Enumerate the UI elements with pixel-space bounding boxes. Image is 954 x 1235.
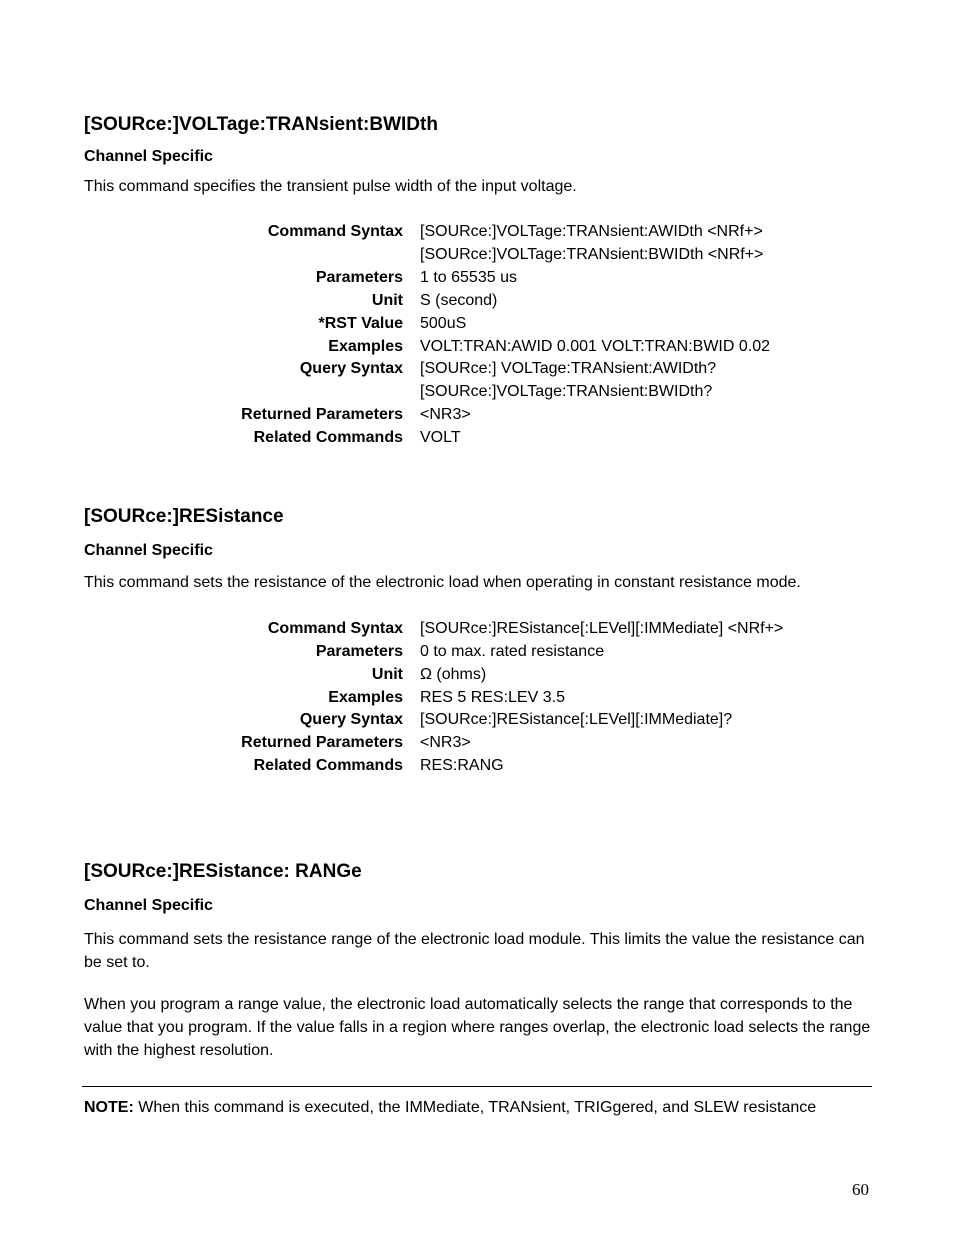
row-label: Returned Parameters — [241, 406, 403, 423]
row-value-secondary: [SOURce:]VOLTage:TRANsient:BWIDth <NRf+> — [420, 246, 764, 263]
row-value: RES 5 RES:LEV 3.5 — [420, 689, 565, 706]
row-label: Related Commands — [253, 757, 403, 774]
table-row — [0, 223, 954, 263]
note-text: When this command is executed, the IMMediate, TRANsient, TRIGgered, and SLEW resistance — [133, 1099, 817, 1116]
row-label: *RST Value — [318, 315, 403, 332]
section-title-resistance-range: [SOURce:]RESistance: RANGe — [84, 861, 362, 882]
row-label: Related Commands — [253, 429, 403, 446]
row-label: Parameters — [315, 269, 403, 286]
channel-specific-label: Channel Specific — [84, 542, 213, 559]
row-label: Query Syntax — [299, 711, 403, 728]
table-row — [0, 292, 954, 315]
table-row — [0, 338, 954, 361]
row-label: Command Syntax — [267, 223, 403, 240]
table-row — [0, 711, 954, 734]
section-title-voltage-transient-bwidth: [SOURce:]VOLTage:TRANsient:BWIDth — [84, 114, 438, 135]
row-value: <NR3> — [420, 406, 471, 423]
section-description: This command sets the resistance of the electronic load when operating in constant resistance mode. — [84, 574, 801, 591]
row-value: VOLT — [420, 429, 461, 446]
row-label: Examples — [328, 338, 403, 355]
channel-specific-label: Channel Specific — [84, 897, 213, 914]
row-value: S (second) — [420, 292, 498, 309]
row-label: Query Syntax — [299, 360, 403, 377]
row-label: Unit — [371, 292, 403, 309]
channel-specific-label: Channel Specific — [84, 148, 213, 165]
row-value: [SOURce:] VOLTage:TRANsient:AWIDth? — [420, 360, 717, 377]
row-value: VOLT:TRAN:AWID 0.001 VOLT:TRAN:BWID 0.02 — [420, 338, 771, 355]
row-label: Examples — [328, 689, 403, 706]
row-value: <NR3> — [420, 734, 471, 751]
table-row — [0, 315, 954, 338]
table-row — [0, 643, 954, 666]
row-value: 0 to max. rated resistance — [420, 643, 605, 660]
table-row — [0, 689, 954, 712]
row-label: Parameters — [315, 643, 403, 660]
row-value: [SOURce:]VOLTage:TRANsient:AWIDth <NRf+> — [420, 223, 763, 240]
section-description-secondary: When you program a range value, the electronic load automatically selects the range that corresponds to the value that you program. If the value falls in a region where ranges overlap, the electronic load selects the range with the highest resolution. — [84, 996, 871, 1059]
section-description: This command sets the resistance range of the electronic load module. This limits the value the resistance can be set to. — [84, 931, 865, 971]
row-value: [SOURce:]RESistance[:LEVel][:IMMediate]? — [420, 711, 733, 728]
row-label: Returned Parameters — [241, 734, 403, 751]
section-title-resistance: [SOURce:]RESistance — [84, 506, 284, 527]
row-label: Unit — [371, 666, 403, 683]
row-label: Command Syntax — [267, 620, 403, 637]
table-row — [0, 406, 954, 429]
table-row — [0, 360, 954, 400]
note-label: NOTE: — [84, 1099, 134, 1116]
table-row — [0, 757, 954, 780]
table-row — [0, 666, 954, 689]
table-row — [0, 429, 954, 452]
table-row — [0, 269, 954, 292]
page-number: 60 — [852, 1180, 869, 1199]
note-paragraph — [84, 1099, 816, 1117]
row-value: Ω (ohms) — [420, 666, 487, 683]
row-value-secondary: [SOURce:]VOLTage:TRANsient:BWIDth? — [420, 383, 713, 400]
section-description: This command specifies the transient pulse width of the input voltage. — [84, 178, 577, 195]
note-divider — [82, 1086, 872, 1087]
row-value: 500uS — [420, 315, 467, 332]
table-row — [0, 734, 954, 757]
row-value: RES:RANG — [420, 757, 504, 774]
table-row — [0, 620, 954, 643]
row-value: [SOURce:]RESistance[:LEVel][:IMMediate] <NRf+> — [420, 620, 784, 637]
row-value: 1 to 65535 us — [420, 269, 517, 286]
